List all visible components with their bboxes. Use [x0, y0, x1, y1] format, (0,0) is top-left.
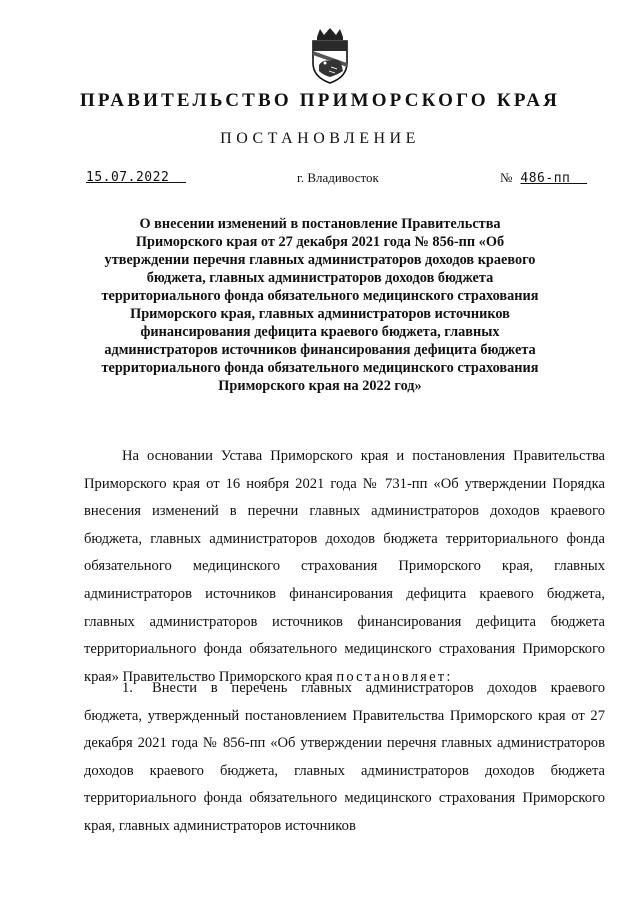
document-title: О внесении изменений в постановление Правительства Приморского края от 27 декабря 2021 года № 856-пп «Об утверждении перечня главных администраторов доходов краевого бюджета, главных администраторов доходов бюджета территориального фонда обязательного медицинского страхования Приморского края, главных администраторов источников финансирования дефицита краевого бюджета, главных администраторов источников финансирования дефицита бюджета территориального фонда обязательного медицинского страхования Приморского края на 2022 год»	[101, 216, 539, 394]
primorsky-krai-coat-of-arms-icon	[301, 27, 359, 85]
document-number: 486-пп	[520, 171, 571, 186]
resolves-word: постановляет:	[336, 668, 453, 685]
document-number-label: №	[500, 170, 513, 185]
document-city: г. Владивосток	[297, 170, 379, 185]
item-1-paragraph	[84, 675, 605, 841]
preamble-paragraph	[84, 443, 605, 691]
item-1-text: Внести в перечень главных администраторов доходов краевого бюджета, утвержденный постановлением Правительства Приморского края от 27 декабря 2021 года № 856-пп «Об утверждении перечня главных администраторов доходов краевого бюджета, главных администраторов доходов бюджета территориального фонда обязательного медицинского страхования Приморского края, главных администраторов источников	[84, 680, 605, 834]
emblem-shield	[313, 41, 347, 83]
item-1-number: 1.	[122, 680, 133, 696]
document-number-block	[500, 170, 587, 186]
preamble-text: На основании Устава Приморского края и постановления Правительства Приморского края от 16 ноября 2021 года № 731-пп «Об утверждении Порядка внесения изменений в перечни главных администраторов доходов краевого бюджета, главных администраторов доходов бюджета территориального фонда обязательного медицинского страхования Приморского края, главных администраторов источников финансирования дефицита краевого бюджета, главных администраторов источников финансирования дефицита бюджета территориального фонда обязательного медицинского страхования Приморского края» Правительство Приморского края	[84, 448, 605, 685]
document-type: ПОСТАНОВЛЕНИЕ	[220, 130, 420, 147]
organization-name: ПРАВИТЕЛЬСТВО ПРИМОРСКОГО КРАЯ	[79, 90, 561, 111]
emblem-crown	[317, 28, 343, 40]
document-date: 15.07.2022	[86, 170, 170, 185]
